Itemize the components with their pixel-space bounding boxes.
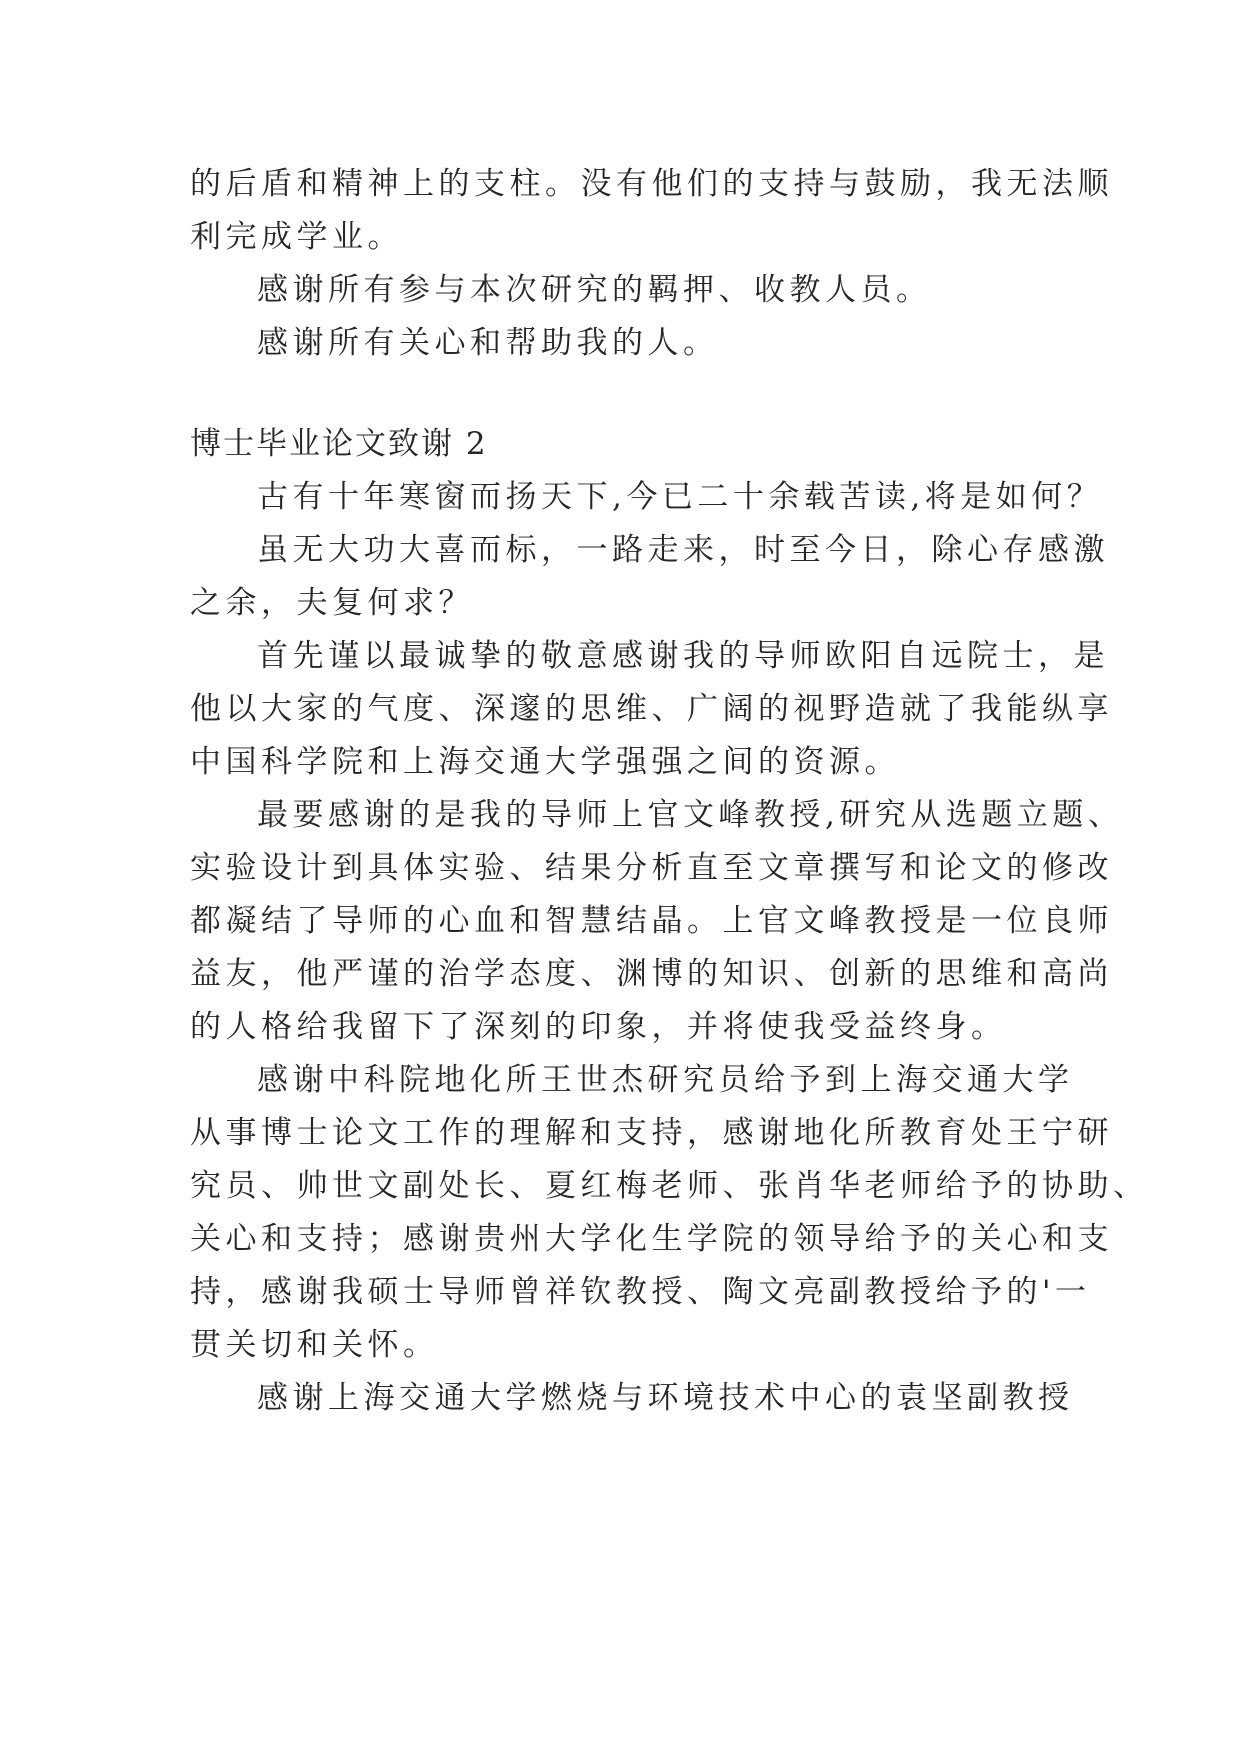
paragraph-line: 中国科学院和上海交通大学强强之间的资源。 [190, 744, 900, 780]
paragraph-line: 感谢中科院地化所王世杰研究员给予到上海交通大学 [257, 1062, 1074, 1098]
section-title: 博士毕业论文致谢 2 [190, 426, 488, 462]
paragraph-line: 首先谨以最诚挚的敬意感谢我的导师欧阳自远院士，是 [257, 638, 1109, 674]
section-spacer [190, 370, 1052, 418]
paragraph-line: 贯关切和关怀。 [190, 1327, 439, 1363]
paragraph-line: 最要感谢的是我的导师上官文峰教授,研究从选题立题、 [257, 797, 1124, 833]
paragraph-line: 古有十年寒窗而扬天下,今已二十余载苦读,将是如何？ [257, 479, 1103, 515]
paragraph-line: 的后盾和精神上的支柱。没有他们的支持与鼓励，我无法顺 [190, 166, 1113, 202]
paragraph-line: 持，感谢我硕士导师曾祥钦教授、陶文亮副教授给予的'一 [190, 1274, 1091, 1310]
paragraph-line: 利完成学业。 [190, 219, 403, 255]
paragraph-line: 都凝结了导师的心血和智慧结晶。上官文峰教授是一位良师 [190, 903, 1113, 939]
paragraph-line: 之余，夫复何求？ [190, 585, 474, 621]
paragraph-line: 他以大家的气度、深邃的思维、广阔的视野造就了我能纵享 [190, 691, 1113, 727]
paragraph-line: 感谢上海交通大学燃烧与环境技术中心的袁坚副教授 [257, 1380, 1074, 1416]
paragraph-line: 益友，他严谨的治学态度、渊博的知识、创新的思维和高尚 [190, 956, 1113, 992]
paragraph-line: 虽无大功大喜而标，一路走来，时至今日，除心存感激 [257, 532, 1109, 568]
thanks-all-paragraph: 感谢所有关心和帮助我的人。 [257, 325, 719, 361]
paragraph-line: 实验设计到具体实验、结果分析直至文章撰写和论文的修改 [190, 850, 1113, 886]
paragraph-line: 关心和支持；感谢贵州大学化生学院的领导给予的关心和支 [190, 1221, 1113, 1257]
thanks-participants-paragraph: 感谢所有参与本次研究的羁押、收教人员。 [257, 272, 932, 308]
paragraph-line: 的人格给我留下了深刻的印象，并将使我受益终身。 [190, 1009, 1007, 1045]
paragraph-line: 究员、帅世文副处长、夏红梅老师、张肖华老师给予的协助、 [190, 1168, 1149, 1204]
document-body [190, 158, 1149, 1425]
paragraph-line: 从事博士论文工作的理解和支持，感谢地化所教育处王宁研 [190, 1115, 1113, 1151]
